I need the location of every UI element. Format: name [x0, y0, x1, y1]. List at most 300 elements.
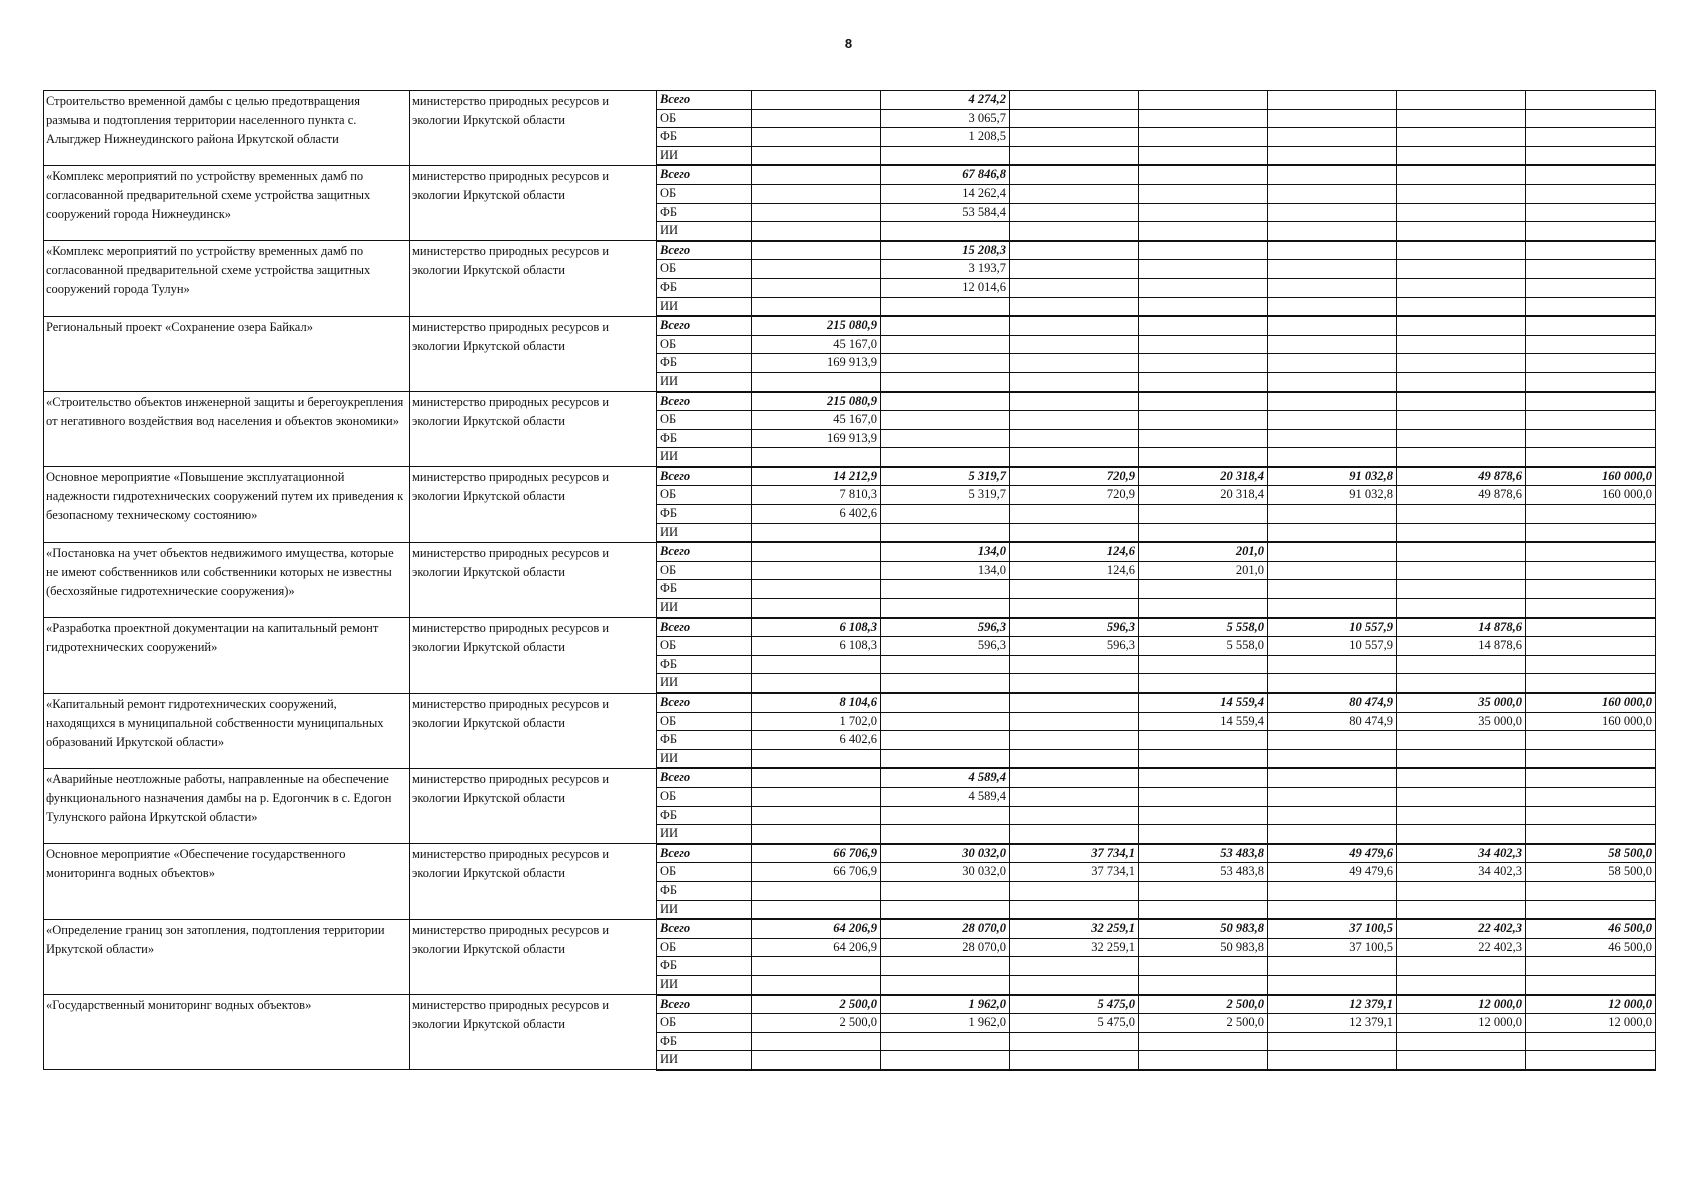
activity-name-cell: «Постановка на учет объектов недвижимого имущества, которые не имеют собственников или собственники которых не известны (бесхозяйные гидротехнические сооружения)»: [44, 542, 410, 617]
amount-cell: [1526, 749, 1656, 768]
amount-cell: [752, 1051, 881, 1070]
amount-cell: [1397, 749, 1526, 768]
amount-cell: 10 557,9: [1268, 618, 1397, 637]
amount-cell: [1268, 787, 1397, 806]
funding-source-cell: Всего: [657, 768, 752, 787]
amount-cell: [1010, 128, 1139, 147]
amount-cell: [1397, 184, 1526, 203]
amount-cell: [1397, 335, 1526, 354]
amount-cell: [1526, 618, 1656, 637]
amount-cell: [1139, 429, 1268, 448]
amount-cell: [1397, 429, 1526, 448]
amount-cell: [881, 354, 1010, 373]
amount-cell: [1397, 316, 1526, 335]
amount-cell: 37 734,1: [1010, 844, 1139, 863]
amount-cell: [1397, 599, 1526, 618]
funding-source-cell: Всего: [657, 995, 752, 1014]
funding-source-cell: ИИ: [657, 975, 752, 994]
amount-cell: [1010, 806, 1139, 825]
amount-cell: [881, 731, 1010, 750]
amount-cell: [1139, 1032, 1268, 1051]
amount-cell: 7 810,3: [752, 486, 881, 505]
amount-cell: 215 080,9: [752, 392, 881, 411]
amount-cell: [1526, 392, 1656, 411]
amount-cell: [1397, 561, 1526, 580]
amount-cell: [1010, 354, 1139, 373]
amount-cell: [1397, 448, 1526, 467]
funding-source-cell: Всего: [657, 467, 752, 486]
amount-cell: 49 878,6: [1397, 467, 1526, 486]
amount-cell: [1139, 203, 1268, 222]
funding-source-cell: Всего: [657, 241, 752, 260]
amount-cell: [1010, 731, 1139, 750]
amount-cell: [1397, 128, 1526, 147]
amount-cell: [1268, 806, 1397, 825]
amount-cell: 35 000,0: [1397, 712, 1526, 731]
funding-source-cell: ФБ: [657, 354, 752, 373]
funding-source-cell: ОБ: [657, 486, 752, 505]
amount-cell: [1139, 448, 1268, 467]
funding-source-cell: ОБ: [657, 561, 752, 580]
amount-cell: [1010, 184, 1139, 203]
amount-cell: [1268, 580, 1397, 599]
amount-cell: 80 474,9: [1268, 712, 1397, 731]
amount-cell: [1139, 787, 1268, 806]
amount-cell: [1526, 448, 1656, 467]
amount-cell: [881, 429, 1010, 448]
amount-cell: [1268, 91, 1397, 110]
funding-source-cell: ФБ: [657, 881, 752, 900]
amount-cell: [752, 128, 881, 147]
amount-cell: [1268, 957, 1397, 976]
amount-cell: [881, 900, 1010, 919]
amount-cell: [1526, 146, 1656, 165]
amount-cell: 45 167,0: [752, 411, 881, 430]
amount-cell: [1268, 109, 1397, 128]
table-row: [44, 618, 1656, 637]
amount-cell: [881, 297, 1010, 316]
amount-cell: 45 167,0: [752, 335, 881, 354]
funding-source-cell: Всего: [657, 316, 752, 335]
amount-cell: 14 559,4: [1139, 693, 1268, 712]
amount-cell: 50 983,8: [1139, 919, 1268, 938]
amount-cell: [881, 599, 1010, 618]
amount-cell: [1268, 222, 1397, 241]
amount-cell: [1397, 203, 1526, 222]
amount-cell: [1526, 222, 1656, 241]
funding-source-cell: Всего: [657, 693, 752, 712]
amount-cell: [1397, 241, 1526, 260]
amount-cell: 1 962,0: [881, 995, 1010, 1014]
amount-cell: [1526, 806, 1656, 825]
amount-cell: [1526, 523, 1656, 542]
amount-cell: 215 080,9: [752, 316, 881, 335]
amount-cell: [1526, 165, 1656, 184]
amount-cell: [1010, 787, 1139, 806]
amount-cell: [1139, 392, 1268, 411]
funding-source-cell: ФБ: [657, 203, 752, 222]
amount-cell: 720,9: [1010, 467, 1139, 486]
amount-cell: 46 500,0: [1526, 919, 1656, 938]
amount-cell: [1526, 881, 1656, 900]
amount-cell: [1010, 825, 1139, 844]
amount-cell: [1139, 354, 1268, 373]
amount-cell: [752, 674, 881, 693]
amount-cell: 30 032,0: [881, 844, 1010, 863]
amount-cell: [881, 655, 1010, 674]
amount-cell: 49 878,6: [1397, 486, 1526, 505]
amount-cell: [1139, 825, 1268, 844]
amount-cell: [1010, 297, 1139, 316]
funding-source-cell: Всего: [657, 165, 752, 184]
amount-cell: 34 402,3: [1397, 844, 1526, 863]
amount-cell: [1268, 316, 1397, 335]
amount-cell: [1397, 900, 1526, 919]
activity-name-cell: «Капитальный ремонт гидротехнических сооружений, находящихся в муниципальной собственности муниципальных образований Иркутской области»: [44, 693, 410, 768]
amount-cell: 58 500,0: [1526, 863, 1656, 882]
responsible-executor-cell: министерство природных ресурсов и экологии Иркутской области: [410, 392, 657, 467]
amount-cell: [1526, 1051, 1656, 1070]
funding-source-cell: ОБ: [657, 787, 752, 806]
amount-cell: [1268, 1032, 1397, 1051]
amount-cell: [1268, 203, 1397, 222]
table-row: [44, 241, 1656, 260]
amount-cell: 5 475,0: [1010, 1014, 1139, 1033]
amount-cell: 596,3: [881, 637, 1010, 656]
funding-source-cell: ФБ: [657, 505, 752, 524]
table-row: [44, 844, 1656, 863]
amount-cell: 596,3: [1010, 618, 1139, 637]
amount-cell: [1010, 429, 1139, 448]
amount-cell: [881, 975, 1010, 994]
responsible-executor-cell: министерство природных ресурсов и экологии Иркутской области: [410, 241, 657, 316]
activity-name-cell: «Аварийные неотложные работы, направленные на обеспечение функционального назначения дамбы на р. Едогончик в с. Едогон Тулунского района Иркутской области»: [44, 768, 410, 843]
table-row: [44, 919, 1656, 938]
amount-cell: [752, 542, 881, 561]
amount-cell: 12 000,0: [1526, 995, 1656, 1014]
funding-source-cell: ОБ: [657, 109, 752, 128]
amount-cell: [1139, 523, 1268, 542]
responsible-executor-cell: министерство природных ресурсов и экологии Иркутской области: [410, 995, 657, 1070]
funding-source-cell: ИИ: [657, 297, 752, 316]
amount-cell: [881, 693, 1010, 712]
amount-cell: 34 402,3: [1397, 863, 1526, 882]
amount-cell: [1526, 599, 1656, 618]
amount-cell: [1010, 975, 1139, 994]
amount-cell: [1268, 1051, 1397, 1070]
amount-cell: [1139, 806, 1268, 825]
amount-cell: 12 379,1: [1268, 995, 1397, 1014]
funding-source-cell: ИИ: [657, 749, 752, 768]
amount-cell: [881, 881, 1010, 900]
amount-cell: [1268, 241, 1397, 260]
amount-cell: [1526, 505, 1656, 524]
amount-cell: [1397, 580, 1526, 599]
amount-cell: [1139, 297, 1268, 316]
amount-cell: 4 274,2: [881, 91, 1010, 110]
amount-cell: 6 108,3: [752, 618, 881, 637]
amount-cell: [1010, 372, 1139, 391]
amount-cell: [1268, 900, 1397, 919]
amount-cell: 3 065,7: [881, 109, 1010, 128]
responsible-executor-cell: министерство природных ресурсов и экологии Иркутской области: [410, 693, 657, 768]
amount-cell: [1526, 316, 1656, 335]
amount-cell: 28 070,0: [881, 938, 1010, 957]
table-row: [44, 693, 1656, 712]
funding-source-cell: ИИ: [657, 674, 752, 693]
activity-name-cell: «Строительство объектов инженерной защиты и берегоукрепления от негативного воздействия вод населения и объектов экономики»: [44, 392, 410, 467]
amount-cell: 91 032,8: [1268, 486, 1397, 505]
amount-cell: [1268, 505, 1397, 524]
amount-cell: 1 702,0: [752, 712, 881, 731]
amount-cell: [752, 278, 881, 297]
amount-cell: [1397, 297, 1526, 316]
amount-cell: [1526, 787, 1656, 806]
amount-cell: [752, 957, 881, 976]
amount-cell: [1139, 278, 1268, 297]
amount-cell: [1526, 975, 1656, 994]
amount-cell: [752, 749, 881, 768]
amount-cell: [1010, 693, 1139, 712]
amount-cell: [1397, 354, 1526, 373]
amount-cell: [1139, 975, 1268, 994]
amount-cell: [1526, 411, 1656, 430]
amount-cell: [1526, 637, 1656, 656]
amount-cell: [752, 881, 881, 900]
amount-cell: [881, 372, 1010, 391]
amount-cell: [1139, 91, 1268, 110]
amount-cell: [752, 900, 881, 919]
amount-cell: [1397, 957, 1526, 976]
amount-cell: 53 483,8: [1139, 863, 1268, 882]
table-row: [44, 995, 1656, 1014]
amount-cell: [1010, 278, 1139, 297]
activity-name-cell: Основное мероприятие «Повышение эксплуатационной надежности гидротехнических сооружений путем их приведения к безопасному техническому состоянию»: [44, 467, 410, 542]
amount-cell: [1526, 128, 1656, 147]
amount-cell: 4 589,4: [881, 768, 1010, 787]
amount-cell: 30 032,0: [881, 863, 1010, 882]
amount-cell: [752, 580, 881, 599]
amount-cell: [1139, 109, 1268, 128]
amount-cell: [1268, 655, 1397, 674]
amount-cell: [1397, 1051, 1526, 1070]
amount-cell: [1268, 335, 1397, 354]
responsible-executor-cell: министерство природных ресурсов и экологии Иркутской области: [410, 618, 657, 693]
amount-cell: [881, 957, 1010, 976]
amount-cell: 53 584,4: [881, 203, 1010, 222]
amount-cell: [1268, 768, 1397, 787]
amount-cell: [1010, 241, 1139, 260]
amount-cell: 50 983,8: [1139, 938, 1268, 957]
amount-cell: [752, 1032, 881, 1051]
responsible-executor-cell: министерство природных ресурсов и экологии Иркутской области: [410, 919, 657, 994]
amount-cell: [1526, 561, 1656, 580]
amount-cell: 596,3: [881, 618, 1010, 637]
amount-cell: 12 000,0: [1526, 1014, 1656, 1033]
amount-cell: [1139, 505, 1268, 524]
funding-source-cell: Всего: [657, 618, 752, 637]
amount-cell: 12 014,6: [881, 278, 1010, 297]
amount-cell: [1010, 222, 1139, 241]
amount-cell: [1139, 1051, 1268, 1070]
funding-source-cell: ОБ: [657, 260, 752, 279]
amount-cell: 2 500,0: [1139, 1014, 1268, 1033]
funding-source-cell: ИИ: [657, 900, 752, 919]
amount-cell: [1139, 411, 1268, 430]
amount-cell: 32 259,1: [1010, 919, 1139, 938]
funding-source-cell: Всего: [657, 844, 752, 863]
amount-cell: [1010, 900, 1139, 919]
funding-source-cell: ИИ: [657, 222, 752, 241]
amount-cell: 14 878,6: [1397, 618, 1526, 637]
amount-cell: [752, 203, 881, 222]
amount-cell: [1139, 335, 1268, 354]
amount-cell: [1268, 448, 1397, 467]
amount-cell: 12 000,0: [1397, 995, 1526, 1014]
amount-cell: 53 483,8: [1139, 844, 1268, 863]
amount-cell: [1010, 260, 1139, 279]
activity-name-cell: «Определение границ зон затопления, подтопления территории Иркутской области»: [44, 919, 410, 994]
amount-cell: [1139, 881, 1268, 900]
amount-cell: [1397, 505, 1526, 524]
amount-cell: [752, 975, 881, 994]
amount-cell: [1010, 91, 1139, 110]
amount-cell: [1139, 731, 1268, 750]
amount-cell: [1010, 749, 1139, 768]
amount-cell: 6 402,6: [752, 731, 881, 750]
funding-source-cell: Всего: [657, 542, 752, 561]
activity-name-cell: «Комплекс мероприятий по устройству временных дамб по согласованной предварительной схеме устройства защитных сооружений города Тулун»: [44, 241, 410, 316]
amount-cell: [1526, 768, 1656, 787]
amount-cell: [1526, 278, 1656, 297]
funding-source-cell: ИИ: [657, 448, 752, 467]
amount-cell: [1268, 523, 1397, 542]
amount-cell: 49 479,6: [1268, 863, 1397, 882]
amount-cell: [1397, 731, 1526, 750]
funding-source-cell: ОБ: [657, 938, 752, 957]
table-row: [44, 542, 1656, 561]
amount-cell: 160 000,0: [1526, 693, 1656, 712]
amount-cell: 1 962,0: [881, 1014, 1010, 1033]
amount-cell: [1526, 297, 1656, 316]
amount-cell: [1526, 335, 1656, 354]
amount-cell: 1 208,5: [881, 128, 1010, 147]
responsible-executor-cell: министерство природных ресурсов и экологии Иркутской области: [410, 316, 657, 391]
amount-cell: [1526, 957, 1656, 976]
amount-cell: [752, 806, 881, 825]
amount-cell: [1526, 91, 1656, 110]
activity-name-cell: Строительство временной дамбы с целью предотвращения размыва и подтопления территории населенного пункта с. Алыгджер Нижнеудинского района Иркутской области: [44, 91, 410, 166]
budget-table: [43, 90, 1656, 1071]
funding-source-cell: ОБ: [657, 712, 752, 731]
amount-cell: [1139, 222, 1268, 241]
amount-cell: [1526, 203, 1656, 222]
amount-cell: 160 000,0: [1526, 486, 1656, 505]
funding-source-cell: ОБ: [657, 1014, 752, 1033]
amount-cell: 6 108,3: [752, 637, 881, 656]
amount-cell: 28 070,0: [881, 919, 1010, 938]
amount-cell: [1010, 599, 1139, 618]
amount-cell: 5 558,0: [1139, 618, 1268, 637]
amount-cell: 20 318,4: [1139, 486, 1268, 505]
amount-cell: [1010, 768, 1139, 787]
amount-cell: 91 032,8: [1268, 467, 1397, 486]
amount-cell: [1268, 260, 1397, 279]
amount-cell: [1397, 372, 1526, 391]
amount-cell: [1139, 749, 1268, 768]
amount-cell: [1397, 768, 1526, 787]
funding-source-cell: ИИ: [657, 146, 752, 165]
table-row: [44, 316, 1656, 335]
amount-cell: [1010, 580, 1139, 599]
funding-source-cell: ИИ: [657, 523, 752, 542]
amount-cell: [1268, 411, 1397, 430]
amount-cell: [752, 787, 881, 806]
amount-cell: 2 500,0: [1139, 995, 1268, 1014]
amount-cell: 5 558,0: [1139, 637, 1268, 656]
amount-cell: [1397, 881, 1526, 900]
funding-source-cell: ФБ: [657, 580, 752, 599]
amount-cell: [1010, 523, 1139, 542]
amount-cell: 22 402,3: [1397, 919, 1526, 938]
amount-cell: [881, 1051, 1010, 1070]
amount-cell: [881, 222, 1010, 241]
amount-cell: [881, 392, 1010, 411]
amount-cell: [752, 825, 881, 844]
amount-cell: 169 913,9: [752, 354, 881, 373]
amount-cell: 37 100,5: [1268, 938, 1397, 957]
amount-cell: [881, 146, 1010, 165]
funding-source-cell: Всего: [657, 91, 752, 110]
amount-cell: [1010, 109, 1139, 128]
amount-cell: 5 475,0: [1010, 995, 1139, 1014]
amount-cell: [1010, 1032, 1139, 1051]
amount-cell: [1526, 184, 1656, 203]
amount-cell: [1526, 825, 1656, 844]
amount-cell: 14 212,9: [752, 467, 881, 486]
amount-cell: [881, 674, 1010, 693]
amount-cell: 201,0: [1139, 561, 1268, 580]
amount-cell: [752, 109, 881, 128]
budget-table-body: [44, 91, 1656, 1070]
amount-cell: 14 878,6: [1397, 637, 1526, 656]
amount-cell: 35 000,0: [1397, 693, 1526, 712]
amount-cell: 67 846,8: [881, 165, 1010, 184]
amount-cell: [1268, 184, 1397, 203]
responsible-executor-cell: министерство природных ресурсов и экологии Иркутской области: [410, 165, 657, 240]
amount-cell: 134,0: [881, 561, 1010, 580]
activity-name-cell: «Разработка проектной документации на капитальный ремонт гидротехнических сооружений»: [44, 618, 410, 693]
amount-cell: 66 706,9: [752, 863, 881, 882]
amount-cell: [1010, 881, 1139, 900]
funding-source-cell: ИИ: [657, 825, 752, 844]
funding-source-cell: ИИ: [657, 599, 752, 618]
amount-cell: [1526, 241, 1656, 260]
amount-cell: [881, 712, 1010, 731]
amount-cell: [752, 165, 881, 184]
table-row: [44, 392, 1656, 411]
amount-cell: 160 000,0: [1526, 712, 1656, 731]
amount-cell: [1268, 881, 1397, 900]
amount-cell: [1139, 146, 1268, 165]
amount-cell: 12 379,1: [1268, 1014, 1397, 1033]
amount-cell: [752, 599, 881, 618]
table-row: [44, 768, 1656, 787]
amount-cell: [1526, 354, 1656, 373]
responsible-executor-cell: министерство природных ресурсов и экологии Иркутской области: [410, 844, 657, 919]
amount-cell: 3 193,7: [881, 260, 1010, 279]
amount-cell: [1397, 411, 1526, 430]
